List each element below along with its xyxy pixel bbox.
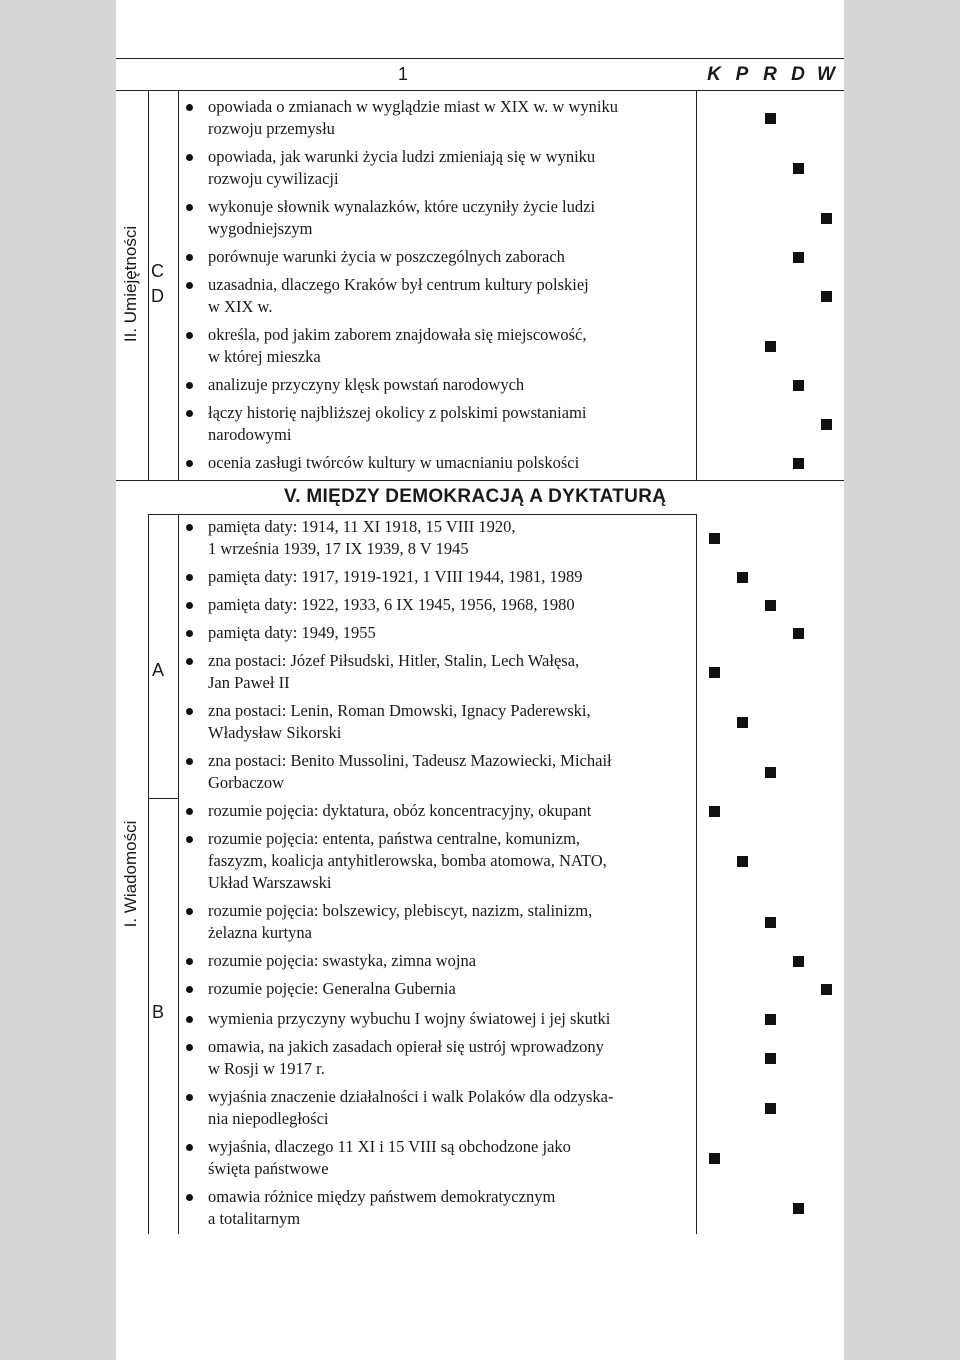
list-item-line: omawia, na jakich zasadach opierał się ustrój wprowadzony — [208, 1037, 604, 1056]
col-rule-6 — [696, 514, 697, 1234]
list-bullet — [186, 104, 193, 111]
list-item-line: żelazna kurtyna — [208, 923, 312, 942]
level-mark-k — [709, 533, 720, 544]
list-item-line: określa, pod jakim zaborem znajdowała się miejscowość, — [208, 325, 587, 344]
col-header-w: W — [817, 64, 835, 85]
col-rule-2 — [178, 90, 179, 480]
level-mark-d — [793, 956, 804, 967]
knowledge-label: I. Wiadomości — [121, 820, 140, 928]
list-item-line: Władysław Sikorski — [208, 723, 342, 742]
list-item — [208, 402, 696, 446]
level-mark-d — [793, 380, 804, 391]
list-item — [208, 978, 696, 1000]
list-item — [208, 516, 696, 560]
list-item-line: omawia różnice między państwem demokratycznym — [208, 1187, 556, 1206]
list-item-line: w Rosji w 1917 r. — [208, 1059, 325, 1078]
level-mark-r — [765, 600, 776, 611]
section-divider-top — [116, 480, 844, 481]
list-item — [208, 622, 696, 644]
list-bullet — [186, 382, 193, 389]
list-item-line: rozumie pojęcia: dyktatura, obóz koncentracyjny, okupant — [208, 801, 592, 820]
level-mark-p — [737, 717, 748, 728]
section-divider-bottom — [148, 514, 696, 515]
list-item — [208, 146, 696, 190]
list-item — [208, 700, 696, 744]
list-item — [208, 1036, 696, 1080]
list-bullet — [186, 154, 193, 161]
level-mark-r — [765, 113, 776, 124]
level-mark-p — [737, 856, 748, 867]
col-rule-4 — [148, 514, 149, 1234]
level-divider — [148, 798, 178, 799]
list-bullet — [186, 708, 193, 715]
list-item — [208, 566, 696, 588]
list-bullet — [186, 282, 193, 289]
list-item-line: rozumie pojęcia: ententa, państwa centralne, komunizm, — [208, 829, 581, 848]
list-item-line: nia niepodległości — [208, 1109, 329, 1128]
list-item — [208, 1186, 696, 1230]
list-item-line: rozwoju cywilizacji — [208, 169, 339, 188]
list-bullet — [186, 1016, 193, 1023]
list-item-line: porównuje warunki życia w poszczególnych zaborach — [208, 247, 565, 266]
list-item — [208, 274, 696, 318]
list-bullet — [186, 1194, 193, 1201]
col-rule-3 — [696, 90, 697, 480]
level-mark-k — [709, 806, 720, 817]
list-item-line: analizuje przyczyny klęsk powstań narodowych — [208, 375, 525, 394]
level-mark-d — [793, 252, 804, 263]
header-top-rule — [116, 58, 844, 59]
header-bottom-rule — [116, 90, 844, 91]
list-bullet — [186, 524, 193, 531]
list-bullet — [186, 574, 193, 581]
list-item-line: Układ Warszawski — [208, 873, 332, 892]
col-rule-5 — [178, 514, 179, 1234]
list-item — [208, 452, 696, 474]
list-item-line: rozwoju przemysłu — [208, 119, 335, 138]
list-item-line: rozumie pojęcia: swastyka, zimna wojna — [208, 951, 477, 970]
list-bullet — [186, 602, 193, 609]
level-mark-w — [821, 984, 832, 995]
level-mark-w — [821, 419, 832, 430]
skills-level-c: C — [151, 261, 164, 281]
list-item-line: łączy historię najbliższej okolicy z polskimi powstaniami — [208, 403, 587, 422]
list-item-line: zna postaci: Józef Piłsudski, Hitler, Stalin, Lech Wałęsa, — [208, 651, 580, 670]
list-item-line: ocenia zasługi twórców kultury w umacnianiu polskości — [208, 453, 580, 472]
list-item-line: zna postaci: Benito Mussolini, Tadeusz Mazowiecki, Michaił — [208, 751, 612, 770]
level-mark-r — [765, 917, 776, 928]
list-bullet — [186, 460, 193, 467]
list-item — [208, 96, 696, 140]
level-mark-r — [765, 767, 776, 778]
col-header-p: P — [735, 64, 749, 85]
list-item-line: rozumie pojęcia: bolszewicy, plebiscyt, nazizm, stalinizm, — [208, 901, 593, 920]
list-bullet — [186, 908, 193, 915]
chapter-title: V. MIĘDZY DEMOKRACJĄ A DYKTATURĄ — [284, 486, 667, 507]
list-item — [208, 1086, 696, 1130]
list-item-line: pamięta daty: 1922, 1933, 6 IX 1945, 1956, 1968, 1980 — [208, 595, 575, 614]
col-header-d: D — [791, 64, 805, 85]
list-bullet — [186, 808, 193, 815]
list-item-line: w XIX w. — [208, 297, 273, 316]
level-mark-r — [765, 1053, 776, 1064]
list-item — [208, 650, 696, 694]
list-item-line: wyjaśnia znaczenie działalności i walk Polaków dla odzyska- — [208, 1087, 614, 1106]
list-item — [208, 594, 696, 616]
list-item-line: wymienia przyczyny wybuchu I wojny światowej i jej skutki — [208, 1009, 611, 1028]
list-item-line: wygodniejszym — [208, 219, 313, 238]
list-item-line: święta państwowe — [208, 1159, 329, 1178]
level-mark-r — [765, 1103, 776, 1114]
list-bullet — [186, 332, 193, 339]
list-bullet — [186, 630, 193, 637]
list-item-line: faszyzm, koalicja antyhitlerowska, bomba atomowa, NATO, — [208, 851, 607, 870]
list-item — [208, 800, 696, 822]
level-mark-d — [793, 163, 804, 174]
list-item — [208, 196, 696, 240]
level-mark-r — [765, 1014, 776, 1025]
skills-label: II. Umiejętności — [121, 225, 140, 343]
list-item-line: w której mieszka — [208, 347, 321, 366]
list-item-line: narodowymi — [208, 425, 292, 444]
list-bullet — [186, 758, 193, 765]
list-bullet — [186, 204, 193, 211]
list-item-line: wyjaśnia, dlaczego 11 XI i 15 VIII są obchodzone jako — [208, 1137, 571, 1156]
list-item-line: uzasadnia, dlaczego Kraków był centrum kultury polskiej — [208, 275, 589, 294]
skills-level-d: D — [151, 286, 164, 306]
knowledge-level-a: A — [152, 660, 165, 680]
level-mark-r — [765, 341, 776, 352]
list-item-line: Jan Paweł II — [208, 673, 290, 692]
list-item-line: Gorbaczow — [208, 773, 285, 792]
list-item — [208, 246, 696, 268]
list-bullet — [186, 1144, 193, 1151]
list-bullet — [186, 986, 193, 993]
list-item — [208, 828, 696, 894]
level-mark-d — [793, 628, 804, 639]
list-item-line: rozumie pojęcie: Generalna Gubernia — [208, 979, 456, 998]
list-bullet — [186, 658, 193, 665]
list-bullet — [186, 254, 193, 261]
list-bullet — [186, 410, 193, 417]
level-mark-k — [709, 667, 720, 678]
list-item — [208, 950, 696, 972]
list-item — [208, 750, 696, 794]
list-item — [208, 1136, 696, 1180]
level-mark-d — [793, 1203, 804, 1214]
level-mark-w — [821, 213, 832, 224]
list-item — [208, 900, 696, 944]
list-item-line: 1 września 1939, 17 IX 1939, 8 V 1945 — [208, 539, 469, 558]
level-mark-w — [821, 291, 832, 302]
col-rule-1 — [148, 90, 149, 480]
list-item-line: pamięta daty: 1949, 1955 — [208, 623, 376, 642]
list-item — [208, 1008, 696, 1030]
level-mark-p — [737, 572, 748, 583]
list-item-line: pamięta daty: 1917, 1919-1921, 1 VIII 1944, 1981, 1989 — [208, 567, 583, 586]
list-item-line: opowiada, jak warunki życia ludzi zmieniają się w wyniku — [208, 147, 596, 166]
list-item-line: a totalitarnym — [208, 1209, 301, 1228]
list-item — [208, 324, 696, 368]
list-bullet — [186, 958, 193, 965]
col-header-k: K — [707, 64, 721, 85]
list-item-line: zna postaci: Lenin, Roman Dmowski, Ignacy Paderewski, — [208, 701, 591, 720]
list-bullet — [186, 836, 193, 843]
list-item-line: pamięta daty: 1914, 11 XI 1918, 15 VIII 1920, — [208, 517, 516, 536]
list-item — [208, 374, 696, 396]
level-mark-k — [709, 1153, 720, 1164]
list-bullet — [186, 1094, 193, 1101]
header-number: 1 — [398, 64, 409, 84]
list-item-line: opowiada o zmianach w wyglądzie miast w XIX w. w wyniku — [208, 97, 618, 116]
knowledge-level-b: B — [152, 1002, 165, 1022]
col-header-r: R — [763, 64, 777, 85]
list-item-line: wykonuje słownik wynalazków, które uczyniły życie ludzi — [208, 197, 596, 216]
list-bullet — [186, 1044, 193, 1051]
level-mark-d — [793, 458, 804, 469]
